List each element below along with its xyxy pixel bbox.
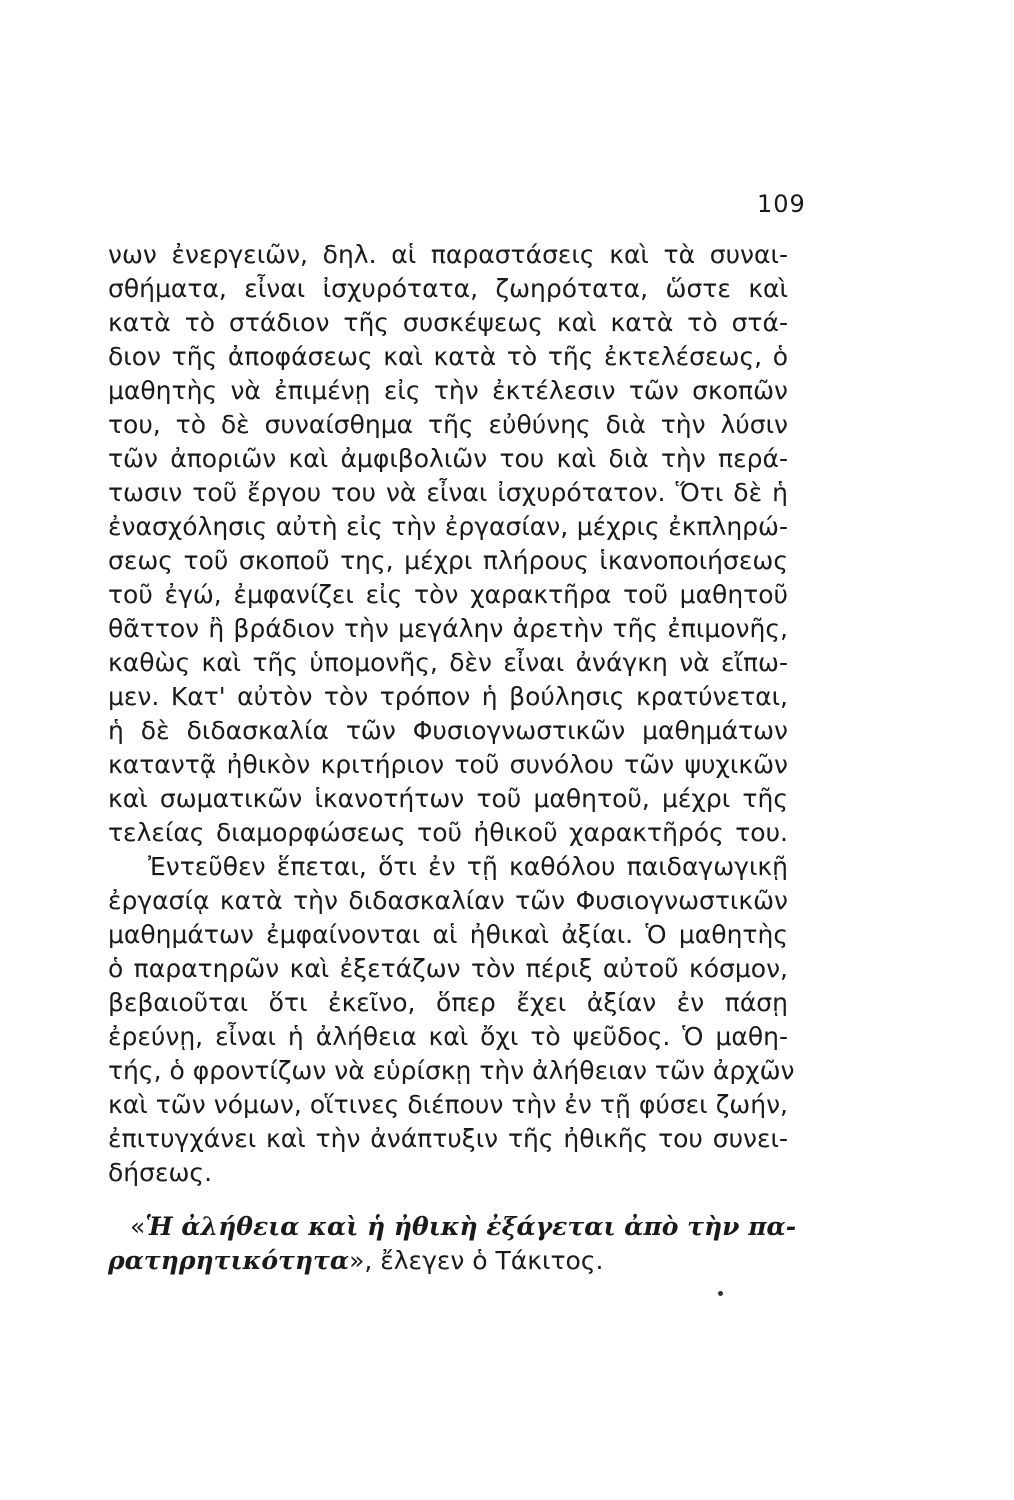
text-line: νων ἐνεργειῶν, δηλ. αἱ παραστάσεις καὶ τὰ συναι- [108,240,788,269]
text-line: ἡ δὲ διδασκαλία τῶν Φυσιογνωστικῶν μαθημάτων [108,716,788,745]
text-line: καθὼς καὶ τῆς ὑπομονῆς, δὲν εἶναι ἀνάγκη νὰ εἴπω- [108,648,788,677]
text-line: μαθημάτων ἐμφαίνονται αἱ ἠθικαὶ ἀξίαι. Ὁ μαθητὴς [108,920,788,949]
text-line: του, τὸ δὲ συναίσθημα τῆς εὐθύνης διὰ τὴν λύσιν [108,410,788,439]
paragraph-start-line: Ἐντεῦθεν ἕπεται, ὅτι ἐν τῇ καθόλου παιδαγωγικῇ [148,852,788,881]
quote-close-mark: » [349,1246,365,1275]
text-line: καὶ τῶν νόμων, οἵτινες διέπουν τὴν ἐν τῇ φύσει ζωήν, [108,1090,788,1119]
text-line: σθήματα, εἶναι ἰσχυρότατα, ζωηρότατα, ὥστε καὶ [108,274,788,303]
quote-bold-text: ρατηρητικότητα [108,1246,350,1275]
quote-open-mark: « [130,1212,146,1241]
quote-attribution: , ἔλεγεν ὁ Τάκιτος. [364,1246,604,1275]
quote-bold-text: Ἡ ἀλήθεια καὶ ἡ ἠθικὴ ἐξάγεται ἀπὸ τὴν πα- [145,1212,797,1241]
text-line: τοῦ ἐγώ, ἐμφανίζει εἰς τὸν χαρακτῆρα τοῦ μαθητοῦ [108,580,788,609]
quote-line-1 [130,1210,797,1244]
quote-line-2 [108,1244,788,1278]
text-line: κατὰ τὸ στάδιον τῆς συσκέψεως καὶ κατὰ τὸ στά- [108,308,788,337]
text-line: καὶ σωματικῶν ἱκανοτήτων τοῦ μαθητοῦ, μέχρι τῆς [108,784,788,813]
text-line: τής, ὁ φροντίζων νὰ εὑρίσκῃ τὴν ἀλήθειαν τῶν ἀρχῶν [108,1056,795,1085]
text-line: διον τῆς ἀποφάσεως καὶ κατὰ τὸ τῆς ἐκτελέσεως, ὁ [108,342,788,371]
text-line: τωσιν τοῦ ἔργου του νὰ εἶναι ἰσχυρότατον. Ὅτι δὲ ἡ [108,478,788,507]
text-line: ὁ παρατηρῶν καὶ ἐξετάζων τὸν πέριξ αὐτοῦ κόσμον, [108,954,788,983]
text-line: ἐπιτυγχάνει καὶ τὴν ἀνάπτυξιν τῆς ἠθικῆς του συνει- [108,1124,788,1153]
text-line: καταντᾷ ἠθικὸν κριτήριον τοῦ συνόλου τῶν ψυχικῶν [108,750,788,779]
ink-speck [718,1291,723,1296]
text-line: δήσεως. [108,1158,213,1187]
text-line: ἐνασχόλησις αὐτὴ εἰς τὴν ἐργασίαν, μέχρις ἐκπληρώ- [108,512,788,541]
text-line: σεως τοῦ σκοποῦ της, μέχρι πλήρους ἱκανοποιήσεως [108,546,788,575]
text-line: τῶν ἀποριῶν καὶ ἀμφιβολιῶν του καὶ διὰ τὴν περά- [108,444,788,473]
text-line: θᾶττον ἢ βράδιον τὴν μεγάλην ἀρετὴν τῆς ἐπιμονῆς, [108,614,788,643]
text-line: ἐργασίᾳ κατὰ τὴν διδασκαλίαν τῶν Φυσιογνωστικῶν [108,886,788,915]
text-line: μεν. Κατ' αὐτὸν τὸν τρόπον ἡ βούλησις κρατύνεται, [108,682,788,711]
page-number: 109 [757,190,806,218]
text-line: τελείας διαμορφώσεως τοῦ ἠθικοῦ χαρακτῆρός του. [108,818,788,847]
text-line: βεβαιοῦται ὅτι ἐκεῖνο, ὅπερ ἔχει ἀξίαν ἐν πάσῃ [108,988,788,1017]
text-line: μαθητὴς νὰ ἐπιμένῃ εἰς τὴν ἐκτέλεσιν τῶν σκοπῶν [108,376,788,405]
text-line: ἐρεύνῃ, εἶναι ἡ ἀλήθεια καὶ ὄχι τὸ ψεῦδος. Ὁ μαθη- [108,1022,788,1051]
